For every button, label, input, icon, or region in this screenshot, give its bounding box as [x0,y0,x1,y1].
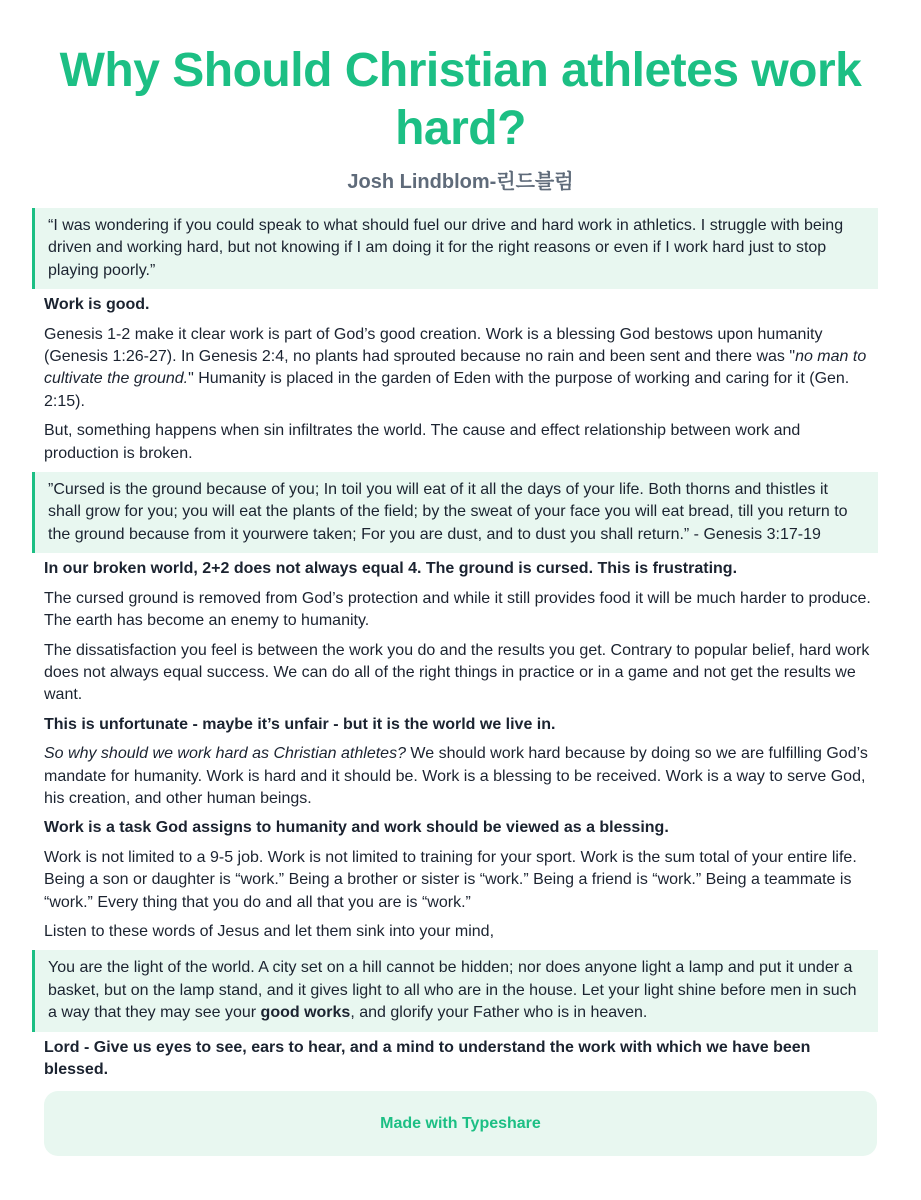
jesus-quote-bold: good works [260,1004,351,1022]
paragraph-listen-to-jesus: Listen to these words of Jesus and let them sink into your mind, [44,922,495,940]
paragraph-dissatisfaction: The dissatisfaction you feel is between the work you do and the results you get. Contrary to popular belief, hard work does not always equal success. We can do all of the right things in practice or in a game and not get the results we want. [44,641,870,704]
article-body [32,208,878,1088]
paragraph-why-work-hard [32,743,878,810]
heading-task-god-assigns: Work is a task God assigns to humanity and work should be viewed as a blessing. [44,819,669,837]
paragraph-genesis-italic: no man to cultivate the ground. [44,348,867,388]
author-name: Josh Lindblom-린드블럼 [347,171,574,193]
heading-unfortunate: This is unfortunate - maybe it’s unfair - but it is the world we live in. [44,715,556,733]
paragraph-why-work-hard-italic: So why should we work hard as Christian athletes? [44,745,406,763]
paragraph-genesis-work [32,324,878,414]
reader-question-quote: “I was wondering if you could speak to what should fuel our drive and hard work in athletics. I struggle with being driven and working hard, but not knowing if I am doing it for the right reasons or even if I work hard just to stop playing poorly.” [32,208,878,289]
paragraph-cursed-ground: The cursed ground is removed from God’s protection and while it still provides food it will be much harder to produce. The earth has become an enemy to humanity. [44,589,871,630]
paragraph-why-work-hard-text: We should work hard because by doing so we are fulfilling God’s mandate for humanity. Work is hard and it should be. Work is a blessing to be received. Work is a way to serve God, his creation, and other human beings. [44,745,868,807]
heading-work-is-good: Work is good. [44,296,150,314]
footer-label: Made with Typeshare [380,1114,541,1132]
page-title: Why Should Christian athletes work hard? [59,44,862,155]
paragraph-work-not-limited: Work is not limited to a 9-5 job. Work is not limited to training for your sport. Work is the sum total of your entire life. Being a son or daughter is “work.” Being a brother or sister is “work.” Being a friend is “work.” Being a teammate is “work.” Every thing that you do and all that you are is “work.” [44,848,857,911]
closing-prayer: Lord - Give us eyes to see, ears to hear, and a mind to understand the work with which we have been blessed. [44,1038,811,1078]
paragraph-sin-infiltrates: But, something happens when sin infiltrates the world. The cause and effect relationship between work and production is broken. [44,422,801,462]
heading-broken-world: In our broken world, 2+2 does not always equal 4. The ground is cursed. This is frustrating. [44,560,738,578]
genesis-quote: ”Cursed is the ground because of you; In toil you will eat of it all the days of your life. Both thorns and thistles it shall grow for you; you will eat the plants of the field; by the sweat of your face you will eat bread, till you return to the ground because from it yourwere taken; For you are dust, and to dust you shall return.” - Genesis 3:17-19 [32,472,878,553]
jesus-quote-text-a: You are the light of the world. A city set on a hill cannot be hidden; nor does anyone light a lamp and put it under a basket, but on the lamp stand, and it gives light to all who are in the house. Let your light shine before men in such a way that they may see your [48,959,857,1022]
paragraph-genesis-text-b: " Humanity is placed in the garden of Eden with the purpose of working and caring for it (Gen. 2:15). [44,370,850,410]
jesus-quote [32,950,878,1031]
paragraph-genesis-text-a: Genesis 1-2 make it clear work is part of God’s good creation. Work is a blessing God bestows upon humanity (Genesis 1:26-27). In Genesis 2:4, no plants had sprouted because no rain and been sent and there was " [44,325,823,366]
jesus-quote-text-b: , and glorify your Father who is in heaven. [350,1004,648,1022]
made-with-typeshare-footer[interactable] [44,1091,877,1156]
